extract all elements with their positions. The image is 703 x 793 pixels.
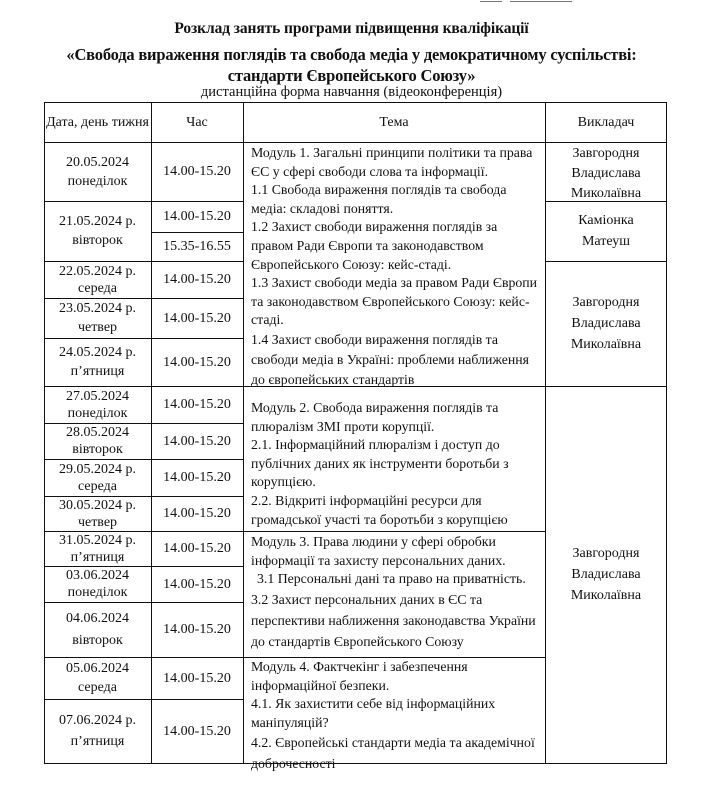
date: 28.05.2024 bbox=[66, 425, 129, 440]
module-item: 2.1. Інформаційний плюралізм і доступ до публічних даних як інструменти боротьби з корупцією. bbox=[251, 437, 509, 490]
time-cell: 14.00-15.20 bbox=[163, 541, 231, 556]
teacher-name: Владислава bbox=[571, 567, 641, 582]
date: 22.05.2024 р. bbox=[59, 263, 136, 279]
teacher-name: Матеуш bbox=[581, 234, 631, 249]
module-title: Модуль 3. Права людини у сфері обробки інформації та захисту персональних даних. bbox=[251, 534, 506, 568]
date-cell bbox=[44, 602, 151, 657]
module-item: 3.1 Персональні дані та право на приватність. bbox=[257, 571, 526, 587]
column-header-time: Час bbox=[186, 114, 208, 130]
date-cell bbox=[44, 699, 151, 763]
weekday: п’ятниця bbox=[70, 734, 125, 749]
teacher-patronymic: Миколаївна bbox=[570, 337, 642, 352]
weekday: середа bbox=[78, 280, 117, 296]
date-cell bbox=[44, 298, 151, 338]
date: 23.05.2024 р. bbox=[59, 301, 136, 316]
date-cell bbox=[44, 459, 151, 496]
time-cell: 14.00-15.20 bbox=[163, 670, 231, 686]
underline bbox=[510, 1, 572, 2]
teacher-surname: Завгородня bbox=[572, 546, 640, 561]
date-cell bbox=[44, 261, 151, 298]
weekday: вівторок bbox=[72, 233, 123, 248]
time-cell: 14.00-15.20 bbox=[163, 164, 231, 179]
weekday: понеділок bbox=[67, 405, 128, 421]
time-cell: 14.00-15.20 bbox=[163, 723, 231, 739]
date: 27.05.2024 bbox=[66, 388, 129, 404]
time-cell: 14.00-15.20 bbox=[163, 470, 231, 485]
date: 24.05.2024 р. bbox=[59, 345, 136, 360]
teacher-name: Владислава bbox=[571, 166, 641, 181]
time-cell: 14.00-15.20 bbox=[163, 622, 231, 637]
teacher-cell bbox=[545, 261, 667, 386]
weekday: четвер bbox=[77, 320, 118, 335]
teacher-surname: Завгородня bbox=[572, 295, 640, 310]
time-cell: 15.35-16.55 bbox=[163, 239, 231, 254]
module-title: Модуль 2. Свобода вираження поглядів та плюралізм ЗМІ проти корупції. bbox=[251, 400, 499, 434]
weekday: середа bbox=[78, 478, 117, 494]
time-cell: 14.00-15.20 bbox=[163, 354, 231, 370]
date-cell bbox=[44, 338, 151, 386]
module-item: 1.4 Захист свободи вираження поглядів та свободи медіа в Україні: проблеми наближення до європейських стандартів bbox=[251, 331, 529, 387]
weekday: понеділок bbox=[67, 173, 128, 189]
date-cell bbox=[44, 657, 151, 699]
module-item: 2.2. Відкриті інформаційні ресурси для громадської участі та боротьби з корупцією bbox=[251, 492, 508, 527]
weekday: вівторок bbox=[72, 632, 123, 648]
date-cell bbox=[44, 531, 151, 566]
time-cell: 14.00-15.20 bbox=[163, 506, 231, 521]
date: 30.05.2024 р. bbox=[59, 497, 136, 513]
module-3-topic bbox=[243, 533, 545, 657]
time-cell: 14.00-15.20 bbox=[163, 576, 231, 592]
teacher-cell bbox=[545, 386, 667, 763]
date: 21.05.2024 р. bbox=[59, 214, 136, 229]
date: 03.06.2024 bbox=[66, 568, 129, 583]
teacher-cell bbox=[545, 142, 667, 201]
time-cell: 14.00-15.20 bbox=[163, 397, 231, 412]
date: 31.05.2024 р. bbox=[59, 532, 136, 548]
underline bbox=[480, 1, 502, 2]
module-item: 4.2. Європейські стандарти медіа та академічної доброчесності bbox=[251, 735, 535, 772]
module-item: 1.2 Захист свободи вираження поглядів за правом Ради Європи та законодавством Європейського Союзу: кейс-стаді. bbox=[251, 219, 498, 272]
module-title: Модуль 1. Загальні принципи політики та права ЄС у сфері свободи слова та інформації. bbox=[251, 145, 533, 179]
date: 20.05.2024 bbox=[66, 154, 129, 170]
date-cell bbox=[44, 566, 151, 602]
date-cell bbox=[44, 423, 151, 459]
teacher-surname: Каміонка bbox=[578, 213, 634, 228]
column-header-topic: Тема bbox=[379, 114, 409, 130]
document-title: Розклад занять програми підвищення кваліфікації bbox=[174, 20, 529, 37]
weekday: четвер bbox=[77, 514, 118, 530]
time-cell: 14.00-15.20 bbox=[163, 272, 231, 287]
program-name bbox=[0, 44, 703, 86]
weekday: п’ятниця bbox=[70, 549, 125, 565]
time-cell: 14.00-15.20 bbox=[163, 209, 231, 224]
module-item: 3.2 Захист персональних даних в ЄС та перспективи наближення законодавства України до стандартів Європейського Союзу bbox=[251, 591, 536, 649]
date: 07.06.2024 р. bbox=[59, 713, 136, 728]
weekday: вівторок bbox=[72, 442, 123, 457]
weekday: п’ятниця bbox=[70, 364, 125, 379]
module-item: 4.1. Як захистити себе від інформаційних маніпуляцій? bbox=[251, 696, 496, 730]
date-cell bbox=[44, 496, 151, 531]
study-format: дистанційна форма навчання (відеоконференція) bbox=[200, 84, 503, 100]
teacher-patronymic: Миколаївна bbox=[570, 186, 642, 201]
module-4-topic bbox=[243, 658, 545, 772]
time-cell: 14.00-15.20 bbox=[163, 433, 231, 449]
teacher-patronymic: Миколаївна bbox=[570, 588, 642, 603]
time-cell: 14.00-15.20 bbox=[163, 310, 231, 326]
date-cell bbox=[44, 142, 151, 201]
module-2-topic bbox=[243, 399, 545, 531]
module-item: 1.1 Свобода вираження поглядів та свобода медіа: складові поняття. bbox=[251, 182, 507, 216]
module-item: 1.3 Захист свободи медіа за правом Ради Європи та законодавством Європейського Союзу: кейс-стаді. bbox=[251, 275, 538, 328]
date: 04.06.2024 bbox=[66, 610, 129, 626]
schedule-table bbox=[44, 102, 667, 772]
weekday: понеділок bbox=[67, 585, 128, 600]
date: 29.05.2024 р. bbox=[59, 461, 136, 477]
program-name-line1: «Свобода вираження поглядів та свобода медіа у демократичному суспільстві: bbox=[66, 45, 637, 64]
date: 05.06.2024 bbox=[66, 661, 129, 676]
column-header-date: Дата, день тижня bbox=[46, 114, 149, 130]
weekday: середа bbox=[78, 680, 117, 695]
teacher-cell bbox=[545, 201, 667, 261]
date-cell bbox=[44, 386, 151, 423]
program-name-line2: стандарти Європейського Союзу» bbox=[227, 66, 476, 85]
module-1-topic bbox=[243, 144, 545, 386]
teacher-name: Владислава bbox=[571, 316, 641, 331]
module-title: Модуль 4. Фактчекінг і забезпечення інформаційної безпеки. bbox=[251, 659, 468, 693]
teacher-surname: Завгородня bbox=[572, 146, 640, 161]
date-cell bbox=[44, 201, 151, 261]
column-header-teacher: Викладач bbox=[577, 114, 635, 130]
